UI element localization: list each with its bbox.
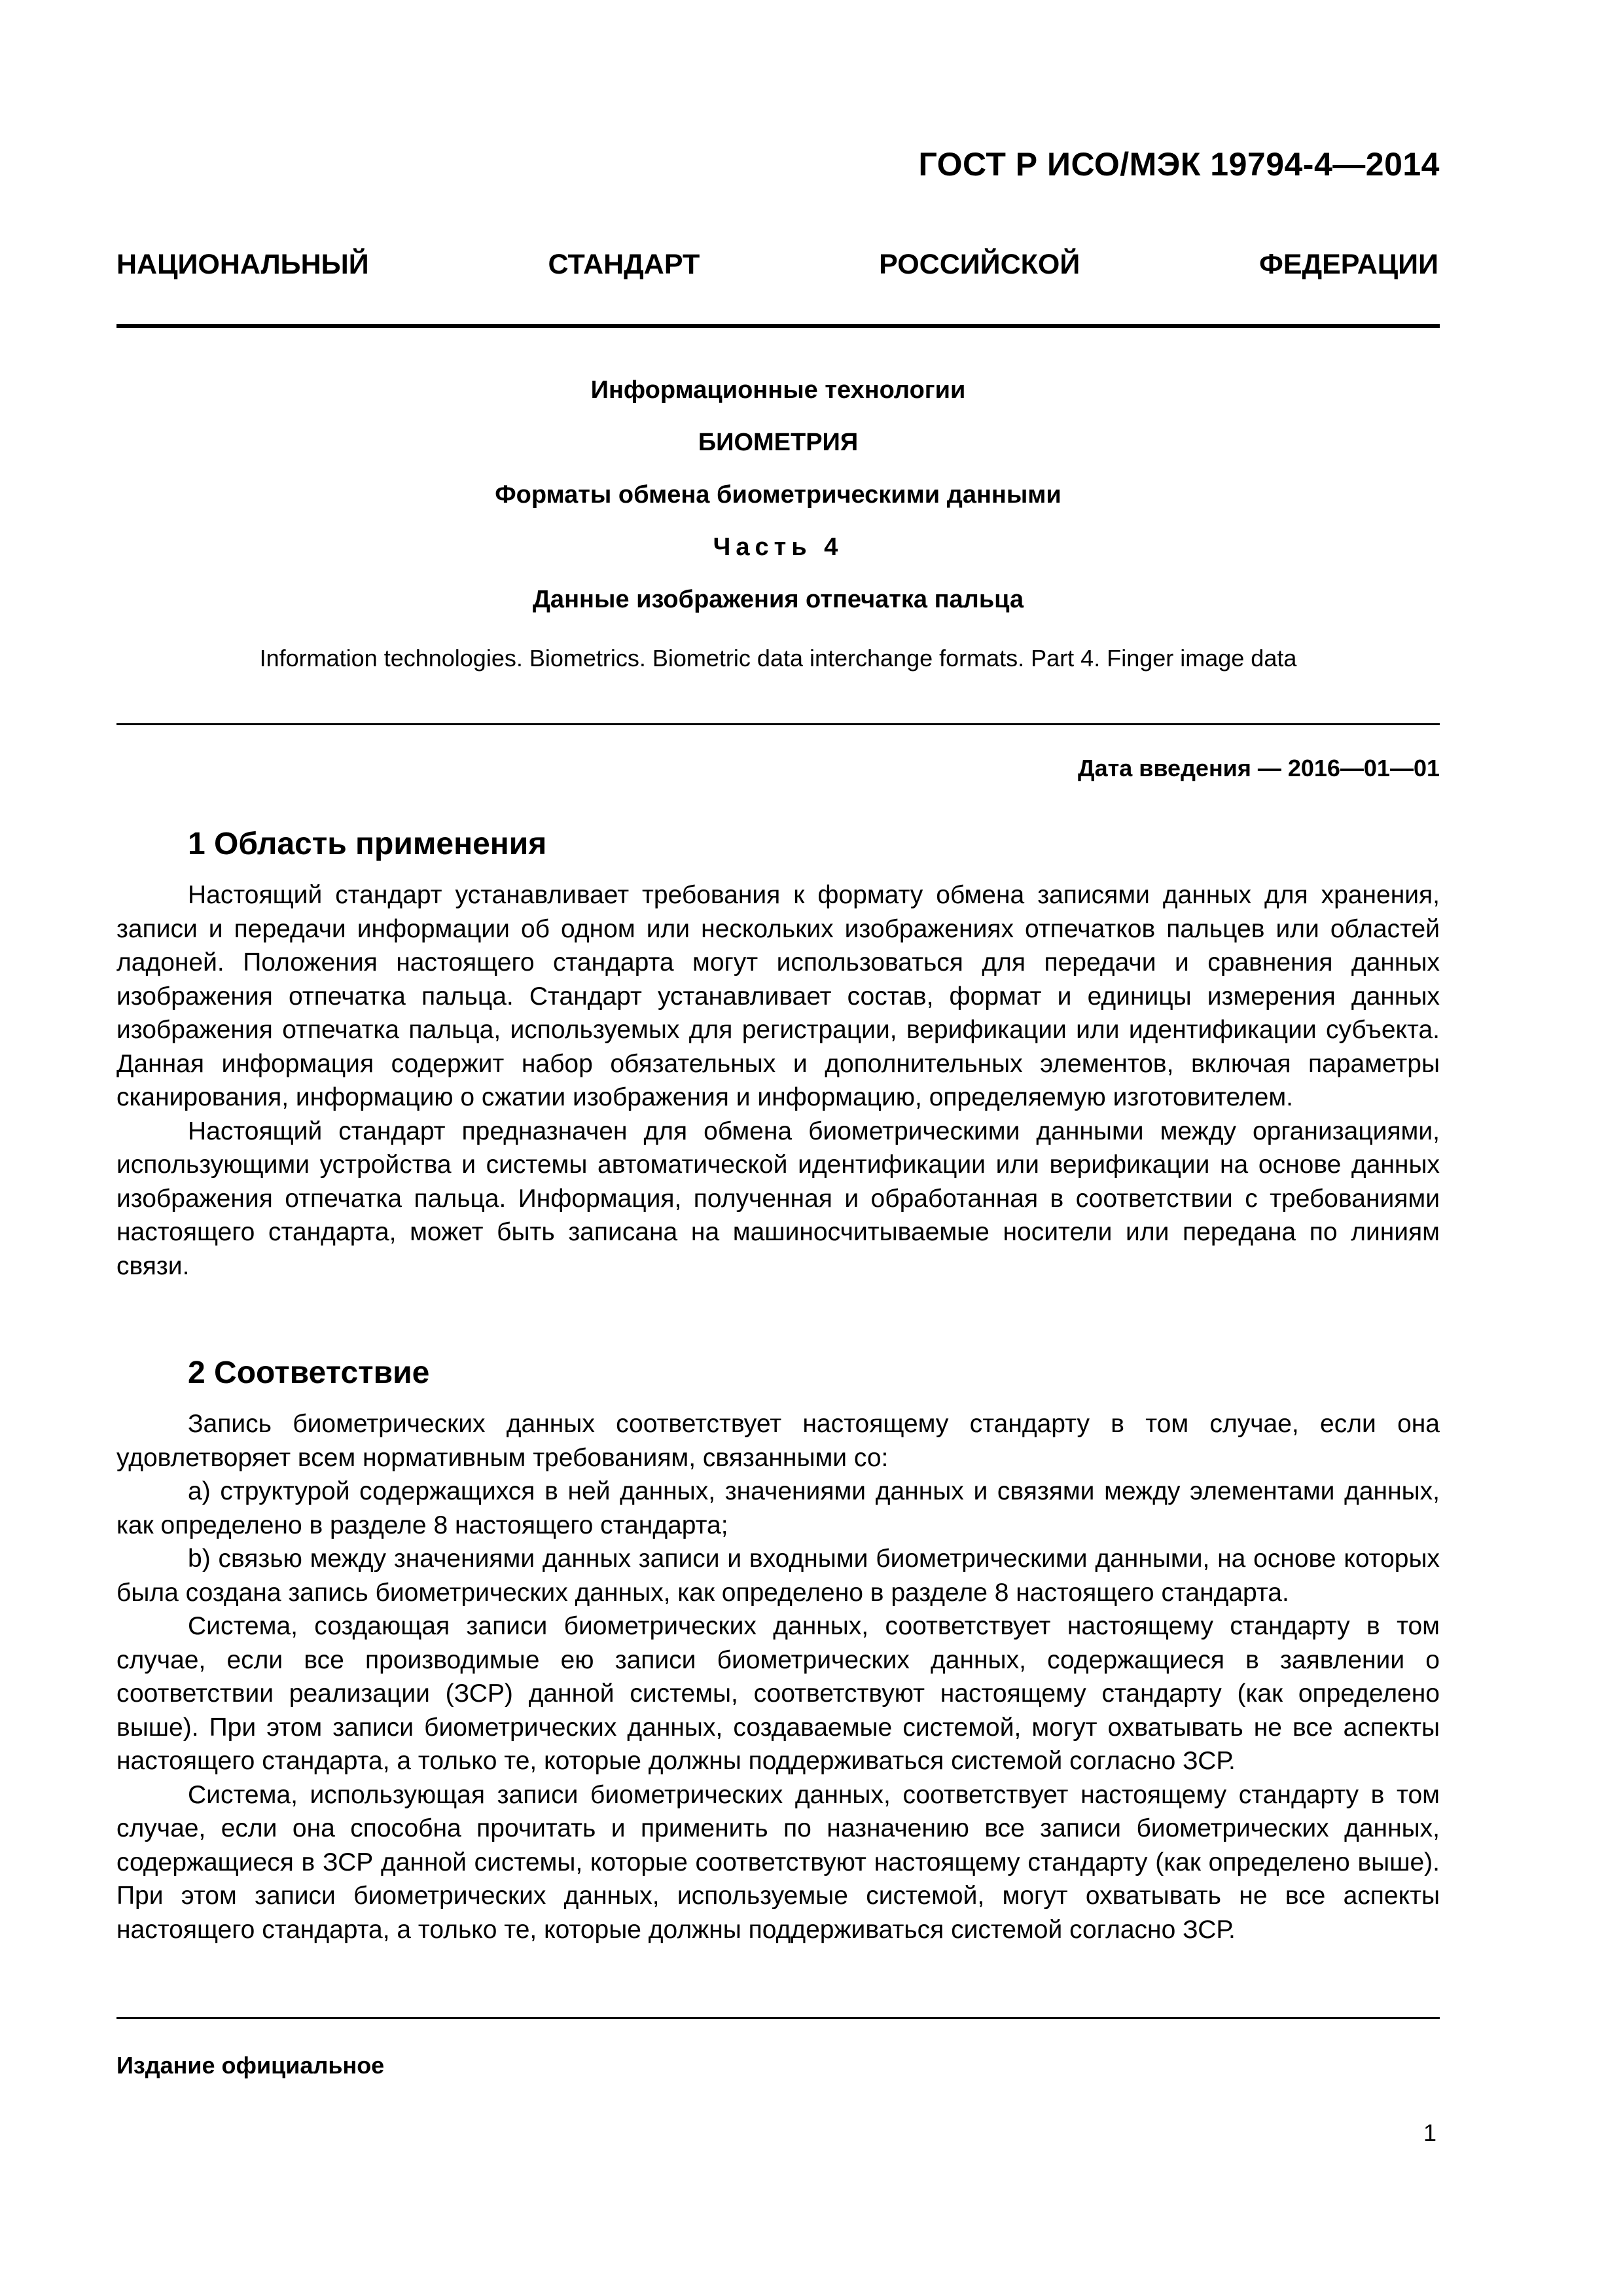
section-2-paragraph: Запись биометрических данных соответствует настоящему стандарту в том случае, если она удовлетворяет всем нормативным требованиям, связанными со:: [116, 1410, 1440, 1472]
title-line-2: БИОМЕТРИЯ: [698, 429, 859, 456]
english-title: Information technologies. Biometrics. Biometric data interchange formats. Part 4. Finger image data: [259, 645, 1297, 672]
title-line-3: Форматы обмена биометрическими данными: [495, 481, 1061, 509]
title-divider: [116, 723, 1440, 725]
header-divider: [116, 324, 1440, 328]
section-2-heading: 2 Соответствие: [188, 1355, 430, 1390]
national-standard-title-text: НАЦИОНАЛЬНЫЙ СТАНДАРТ РОССИЙСКОЙ ФЕДЕРАЦИИ: [116, 249, 1438, 280]
section-2-body: [116, 1407, 1440, 1946]
introduction-date: Дата введения — 2016—01—01: [1077, 755, 1440, 781]
section-1-heading: 1 Область применения: [188, 827, 547, 861]
title-line-1: Информационные технологии: [590, 376, 966, 404]
section-1-paragraph: Настоящий стандарт устанавливает требования к формату обмена записями данных для хранения, записи и передачи информации об одном или нескольких изображениях отпечатков пальцев или областей ладоней. Положения настоящего стандарта могут использоваться для передачи и сравнения данных изображения отпечатка пальца. Стандарт устанавливает состав, формат и единицы измерения данных изображения отпечатка пальца, используемых для регистрации, верификации или идентификации субъекта. Данная информация содержит набор обязательных и дополнительных элементов, включая параметры сканирования, информацию о сжатии изображения и информацию, определяемую изготовителем.: [116, 881, 1440, 1111]
document-code: ГОСТ Р ИСО/МЭК 19794-4—2014: [918, 146, 1440, 183]
page-number: 1: [1423, 2119, 1436, 2146]
section-2-list-item: а) структурой содержащихся в ней данных, значениями данных и связями между элементами данных, как определено в разделе 8 настоящего стандарта;: [116, 1477, 1440, 1539]
section-2-paragraph: Система, создающая записи биометрических данных, соответствует настоящему стандарту в том случае, если все производимые ею записи биометрических данных, содержащиеся в заявлении о соответствии реализации (ЗСР) данной системы, соответствуют настоящему стандарту (как определено выше). При этом записи биометрических данных, создаваемые системой, могут охватывать не все аспекты настоящего стандарта, а только те, которые должны поддерживаться системой согласно ЗСР.: [116, 1612, 1440, 1775]
section-2-paragraph: Система, использующая записи биометрических данных, соответствует настоящему стандарту в том случае, если она способна прочитать и применить по назначению все записи биометрических данных, содержащиеся в ЗСР данной системы, которые соответствуют настоящему стандарту (как определено выше). При этом записи биометрических данных, используемые системой, могут охватывать не все аспекты настоящего стандарта, а только те, которые должны поддерживаться системой согласно ЗСР.: [116, 1780, 1440, 1944]
title-line-part: Часть 4: [713, 533, 844, 561]
section-2-list-item: b) связью между значениями данных записи и входными биометрическими данными, на основе которых была создана запись биометрических данных, как определено в разделе 8 настоящего стандарта.: [116, 1545, 1440, 1607]
section-1-body: [116, 878, 1440, 1283]
title-line-5: Данные изображения отпечатка пальца: [532, 586, 1024, 613]
national-standard-title: [116, 249, 1438, 281]
section-1-paragraph: Настоящий стандарт предназначен для обмена биометрическими данными между организациями, использующими устройства и системы автоматической идентификации или верификации на основе данных изображения отпечатка пальца. Информация, полученная и обработанная в соответствии с требованиями настоящего стандарта, может быть записана на машиносчитываемые носители или передана по линиям связи.: [116, 1117, 1440, 1280]
edition-label: Издание официальное: [116, 2052, 385, 2079]
footer-divider: [116, 2017, 1440, 2019]
